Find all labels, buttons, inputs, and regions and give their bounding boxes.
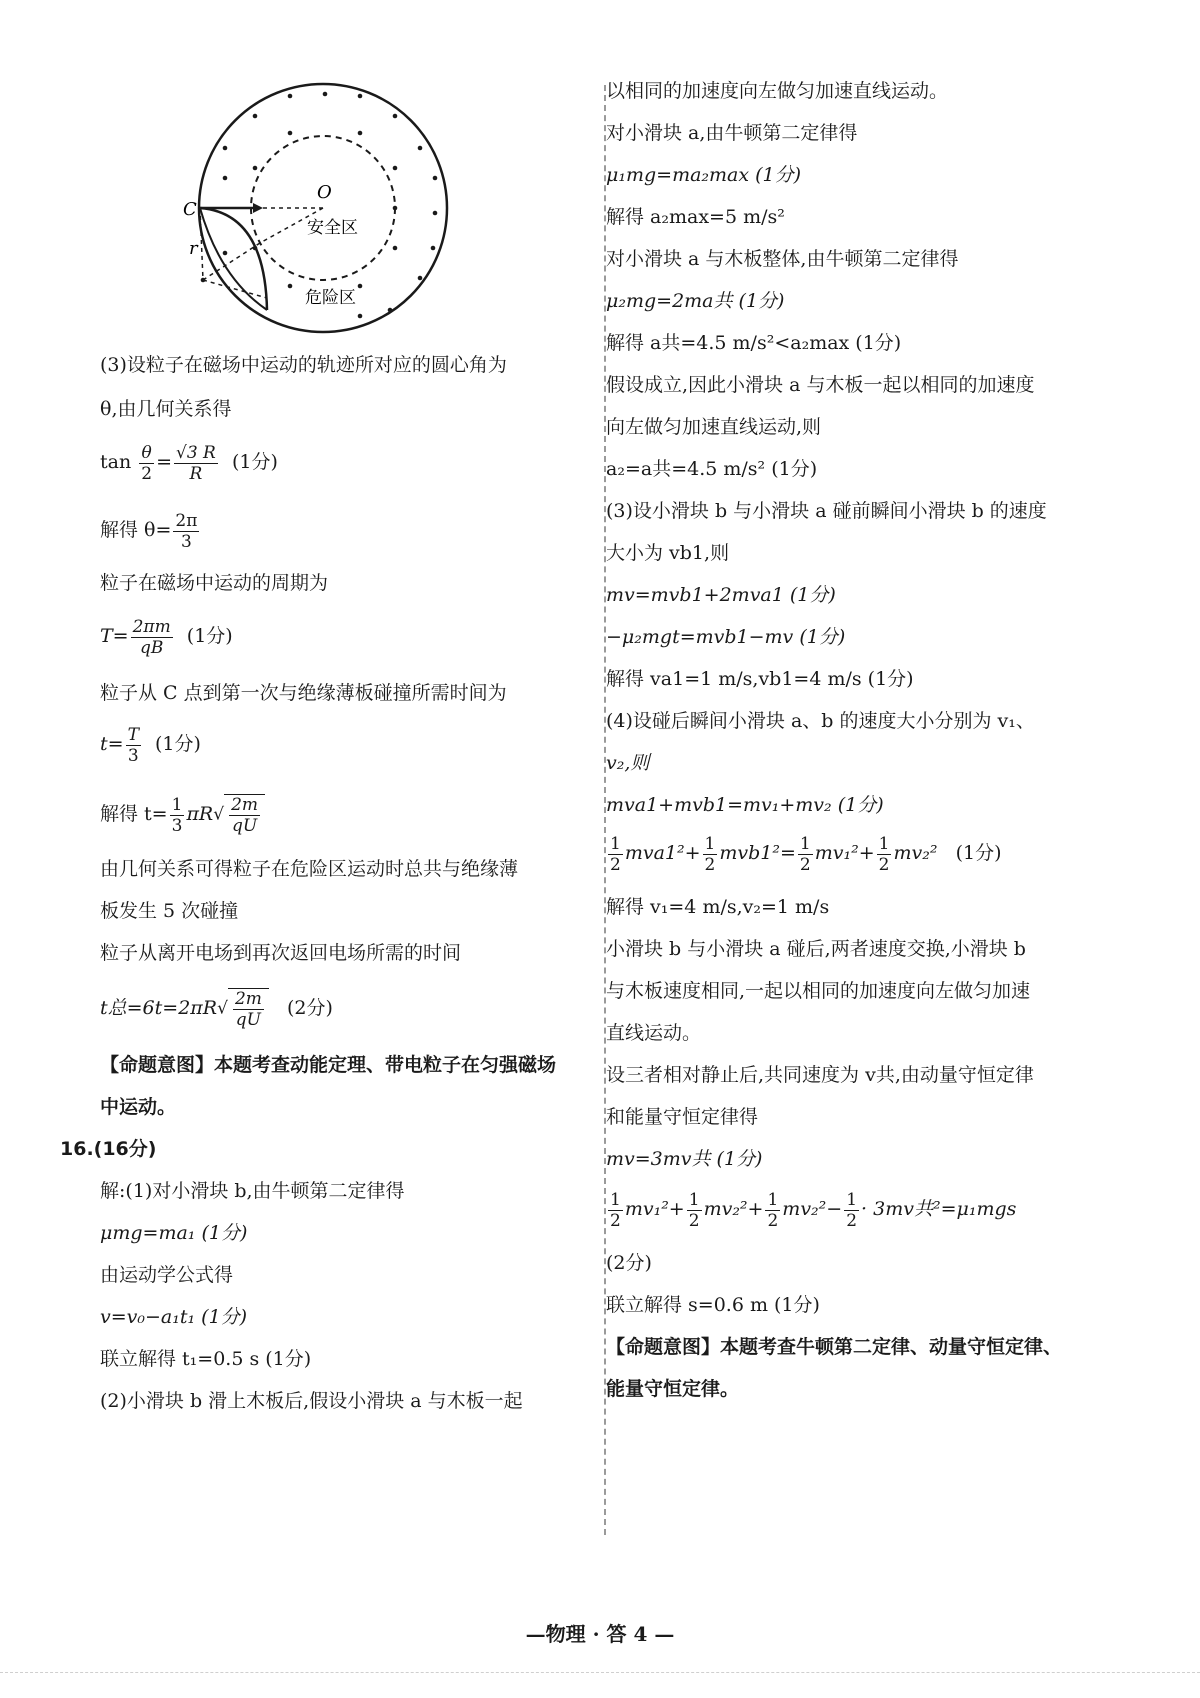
- equation-line: μ₁mg=ma₂max (1分): [606, 164, 802, 186]
- score: (1分): [955, 842, 1002, 864]
- text-line: 板发生 5 次碰撞: [100, 900, 239, 922]
- magnetic-field-figure: [183, 78, 555, 378]
- equation-line: v=v₀−a₁t₁ (1分): [100, 1306, 248, 1328]
- text-line: 粒子从离开电场到再次返回电场所需的时间: [100, 942, 462, 964]
- intent-line: 中运动。: [100, 1096, 177, 1118]
- text-line: 联立解得 s=0.6 m (1分): [606, 1294, 820, 1316]
- score: (1分): [231, 451, 278, 473]
- text-line: θ,由几何关系得: [100, 398, 232, 420]
- score: (1分): [186, 625, 233, 647]
- text-line: 和能量守恒定律得: [606, 1106, 759, 1128]
- text-line: 以相同的加速度向左做匀加速直线运动。: [606, 80, 949, 102]
- equation-t: t= $\frac{T}{3}$ (1分): [100, 724, 201, 766]
- label-c: C: [183, 199, 197, 220]
- equation-line: mva1+mvb1=mv₁+mv₂ (1分): [606, 794, 884, 816]
- fraction: $\frac{\theta}{2}$: [141, 442, 153, 484]
- text-line: 假设成立,因此小滑块 a 与木板一起以相同的加速度: [606, 374, 1035, 396]
- fraction: $\frac{2\pi}{3}$: [175, 510, 198, 552]
- equation-line: −μ₂mgt=mvb1−mv (1分): [606, 626, 846, 648]
- label-r: r: [189, 238, 198, 259]
- sqrt: √ $\frac{2m}{qU}$: [213, 794, 265, 836]
- tan-label: tan: [100, 451, 132, 473]
- text-line: 与木板速度相同,一起以相同的加速度向左做匀加速: [606, 980, 1031, 1002]
- fraction: $\frac{√3 R}{R}$: [176, 442, 216, 484]
- equation-line: mv=mvb1+2mva1 (1分): [606, 584, 836, 606]
- equation-energy-collision: $\frac{1}{2}$ mva1²+ $\frac{1}{2}$ mvb1²= $\frac{1}{2}$ mv₁²+ $\frac{1}{2}$ mv₂² (1分): [610, 833, 1002, 875]
- text-line: 小滑块 b 与小滑块 a 碰后,两者速度交换,小滑块 b: [606, 938, 1026, 960]
- fraction: $\frac{1}{3}$: [171, 794, 183, 836]
- score: (2分): [287, 997, 333, 1019]
- text-line: 解得 a₂max=5 m/s²: [606, 206, 785, 228]
- equation-energy-final: $\frac{1}{2}$ mv₁²+ $\frac{1}{2}$ mv₂²+ $\frac{1}{2}$ mv₂²− $\frac{1}{2}$ · 3mv共²=μ₁mgs: [610, 1189, 1017, 1231]
- intent-line: 能量守恒定律。: [606, 1378, 740, 1400]
- text-line: 解得 va1=1 m/s,vb1=4 m/s (1分): [606, 668, 914, 690]
- label-o: O: [317, 182, 332, 203]
- text-line: (3)设粒子在磁场中运动的轨迹所对应的圆心角为: [100, 354, 507, 376]
- equation-line: μ₂mg=2ma共 (1分): [606, 290, 785, 312]
- text-line: 直线运动。: [606, 1022, 702, 1044]
- text-line: 粒子从 C 点到第一次与绝缘薄板碰撞所需时间为: [100, 682, 507, 704]
- page-footer: —物理 · 答 4 —: [525, 1622, 675, 1646]
- equation-line: a₂=a共=4.5 m/s² (1分): [606, 458, 818, 480]
- text-line: 解得 a共=4.5 m/s²<a₂max (1分): [606, 332, 902, 354]
- text-line: 对小滑块 a,由牛顿第二定律得: [606, 122, 858, 144]
- label-danger-zone: 危险区: [305, 288, 356, 308]
- text-line: 粒子在磁场中运动的周期为: [100, 572, 329, 594]
- equation-line: μmg=ma₁ (1分): [100, 1222, 248, 1244]
- text-line: 解得 v₁=4 m/s,v₂=1 m/s: [606, 896, 830, 918]
- text-line: 对小滑块 a 与木板整体,由牛顿第二定律得: [606, 248, 959, 270]
- text-line: 联立解得 t₁=0.5 s (1分): [100, 1348, 312, 1370]
- intent-line: 【命题意图】本题考查动能定理、带电粒子在匀强磁场: [100, 1054, 557, 1076]
- fraction: $\frac{T}{3}$: [127, 724, 139, 766]
- equation-theta: 解得 θ= $\frac{2\pi}{3}$: [100, 510, 198, 552]
- equation-period: T= $\frac{2\pi m}{qB}$ (1分): [100, 616, 233, 658]
- text-line: 向左做匀加速直线运动,则: [606, 416, 822, 438]
- text-line: 由运动学公式得: [100, 1264, 234, 1286]
- text-line: 由几何关系可得粒子在危险区运动时总共与绝缘薄: [100, 858, 519, 880]
- footer-rule: [0, 1672, 1200, 1673]
- intent-line: 【命题意图】本题考查牛顿第二定律、动量守恒定律、: [606, 1336, 1063, 1358]
- label-safe-zone: 安全区: [307, 218, 358, 238]
- question-number: 16.(16分): [60, 1138, 157, 1160]
- score: (1分): [155, 733, 201, 755]
- fraction: $\frac{2\pi m}{qB}$: [132, 616, 171, 658]
- text-line: (2)小滑块 b 滑上木板后,假设小滑块 a 与木板一起: [100, 1390, 523, 1412]
- equation-total-time: t总=6t=2πR√ $\frac{2m}{qU}$ (2分): [100, 989, 333, 1030]
- text-line: v₂,则: [606, 752, 650, 774]
- text-line: (4)设碰后瞬间小滑块 a、b 的速度大小分别为 v₁、: [606, 710, 1035, 732]
- equation-tan: tan $\frac{\theta}{2}$ = $\frac{√3 R}{R}$ (1分): [100, 442, 278, 484]
- text-line: 设三者相对静止后,共同速度为 v共,由动量守恒定律: [606, 1064, 1034, 1086]
- text-line: 解:(1)对小滑块 b,由牛顿第二定律得: [100, 1180, 405, 1202]
- sqrt: √ $\frac{2m}{qU}$: [217, 988, 269, 1030]
- text-line: (3)设小滑块 b 与小滑块 a 碰前瞬间小滑块 b 的速度: [606, 500, 1047, 522]
- text-line: 大小为 vb1,则: [606, 542, 730, 564]
- score-line: (2分): [606, 1252, 652, 1274]
- equation-line: mv=3mv共 (1分): [606, 1148, 763, 1170]
- equation-t-solution: 解得 t= $\frac{1}{3}$ πR√ $\frac{2m}{qU}$: [100, 792, 265, 836]
